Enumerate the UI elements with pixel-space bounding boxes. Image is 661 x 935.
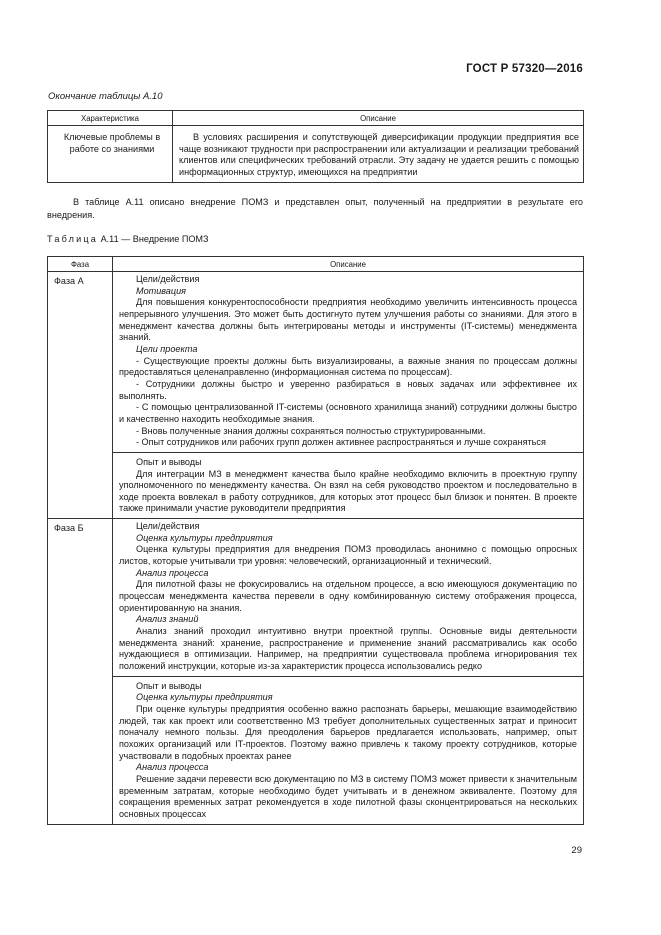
project-goal-text: - Сотрудники должны быстро и уверенно разбираться в новых задачах или эффективнее их выполнять. [119,378,577,401]
phase-a-results-block [113,452,583,518]
results-text [119,469,577,516]
results-text-content: Для интеграции МЗ в менеджмент качества было крайне необходимо включить в проектную группу уполномоченного по менеджменту качества. Он взял на себя руководство проектом и последовательно в ходе проекта вовлекал в работу сотрудников, для которых этот процесс был близок и понятен. В проекте также принимали участие руководители предприятия [119,468,577,514]
process-text-content: Для пилотной фазы не фокусировались на отдельном процессе, а всю имеющуюся документацию по процессам менеджмента качества перевели в одну комбинированную систему отображения процесса, ориентированную на знания. [119,579,577,613]
column-header-characteristic: Характеристика [48,111,173,126]
project-goal-item [119,437,577,449]
description-text: В условиях расширения и сопутствующей диверсификации продукции предприятия все чаще возникают трудности при распространении или актуализации и реализации требований клиентов или специфических требований отрасли. Эту задачу не удается решить с помощью информационных структур, имеющихся на предприятии [179,132,579,177]
results-culture-text [119,704,577,762]
caption-title: А.11 — Внедрение ПОМЗ [98,234,209,244]
project-goal-text: - Существующие проекты должны быть визуализированы, а важные знания по процессам должны предоставляться целенаправленно (информационная система по процессам). [119,355,577,378]
project-goal-item [119,426,577,438]
table-a10 [47,110,584,183]
project-goal-text: - Опыт сотрудников или рабочих групп должен активнее распространяться и лучше сохраняться [136,437,546,448]
results-process-text-content: Решение задачи перевести всю документацию по МЗ в систему ПОМЗ может привести к значительным временным затратам, которые необходимо будет учитывать и в денежном эквиваленте. Поэтому для сокращения временных затрат рекомендуется в ходе пилотной фазы сконцентрироваться на нескольких основных процессах [119,773,577,819]
table-row-phase-a [48,272,584,519]
column-header-phase: Фаза [48,257,113,272]
column-header-description: Описание [173,111,584,126]
description-cell [173,126,584,183]
project-goal-item [119,356,577,379]
table-row [48,126,584,183]
page-number: 29 [571,845,582,856]
motivation-text-content: Для повышения конкурентоспособности предприятия необходимо увеличить интенсивность процесса непрерывного улучшения. Это может быть достигнуто путем улучшения работы со знаниями. Для этого в менеджмент качества должны быть интегрированы методы и инструменты (IT-системы) менеджмента знаний. [119,297,577,343]
results-process-title: Анализ процесса [136,762,209,773]
goals-title: Цели/действия [136,521,200,532]
phase-a-label: Фаза А [48,272,113,519]
phase-b-description [113,519,584,824]
intro-text: В таблице А.11 описано внедрение ПОМЗ и представлен опыт, полученный на предприятии в результате его внедрения. [47,197,583,220]
culture-text-content: Оценка культуры предприятия для внедрения ПОМЗ проводилась анонимно с помощью опросных листов, которые учитывали три уровня: человеческий, организационный и технический. [119,544,577,567]
process-title: Анализ процесса [136,567,209,578]
results-culture-text-content: При оценке культуры предприятия особенно важно распознать барьеры, мешающие взаимодействию людей, так как проект или соответственно МЗ требует дополнительных существенных затрат и приносит поначалу немного пользы. Для преодоления барьеров предлагается использовать, например, опыт похожих организаций или IT-проектов. Поэтому важно привлечь к такому проекту сотрудников, которые участвовали в подобных проектах ранее [119,703,577,761]
results-process-text [119,774,577,821]
process-text [119,579,577,614]
phase-a-goals-block [113,272,583,452]
table-row-phase-b [48,519,584,824]
project-goal-text: - Вновь полученные знания должны сохраняться полностью структурированными. [136,425,486,436]
culture-text [119,544,577,567]
standard-id: ГОСТ Р 57320—2016 [466,63,583,75]
intro-paragraph [47,196,583,222]
table-header-row [48,257,584,272]
results-title: Опыт и выводы [136,456,202,467]
column-header-description: Описание [113,257,584,272]
motivation-text [119,297,577,344]
knowledge-text-content: Анализ знаний проходил интуитивно внутри проектной группы. Основные виды деятельности менеджмента знаний: хранение, распространение и применение знаний рассматривались как особо нуждающиеся в оптимизации. Например, на предприятии существовала проблема игнорирования тех положений инструкции, которые из-за характеристик процесса использовались редко [119,626,577,671]
knowledge-title: Анализ знаний [136,614,199,625]
table-header-row [48,111,584,126]
knowledge-text [119,626,577,673]
caption-word: Таблица [47,234,99,244]
project-goal-item [119,402,577,425]
table-a11 [47,256,584,825]
phase-a-description [113,272,584,519]
results-title: Опыт и выводы [136,680,202,691]
project-goal-item [119,379,577,402]
characteristic-cell: Ключевые проблемы в работе со знаниями [48,126,173,183]
results-culture-title: Оценка культуры предприятия [136,692,273,703]
goals-title: Цели/действия [136,274,200,284]
motivation-title: Мотивация [136,285,186,296]
phase-b-goals-block [113,519,583,676]
phase-b-results-block [113,676,583,824]
table-continuation-label: Окончание таблицы А.10 [48,91,163,102]
project-goal-text: - С помощью централизованной IT-системы (основного хранилища знаний) сотрудники должны быстро и качественно находить необходимые знания. [119,402,577,424]
phase-b-label: Фаза Б [48,519,113,824]
project-goals-title: Цели проекта [136,343,198,354]
table-caption [47,234,209,244]
culture-title: Оценка культуры предприятия [136,532,273,543]
